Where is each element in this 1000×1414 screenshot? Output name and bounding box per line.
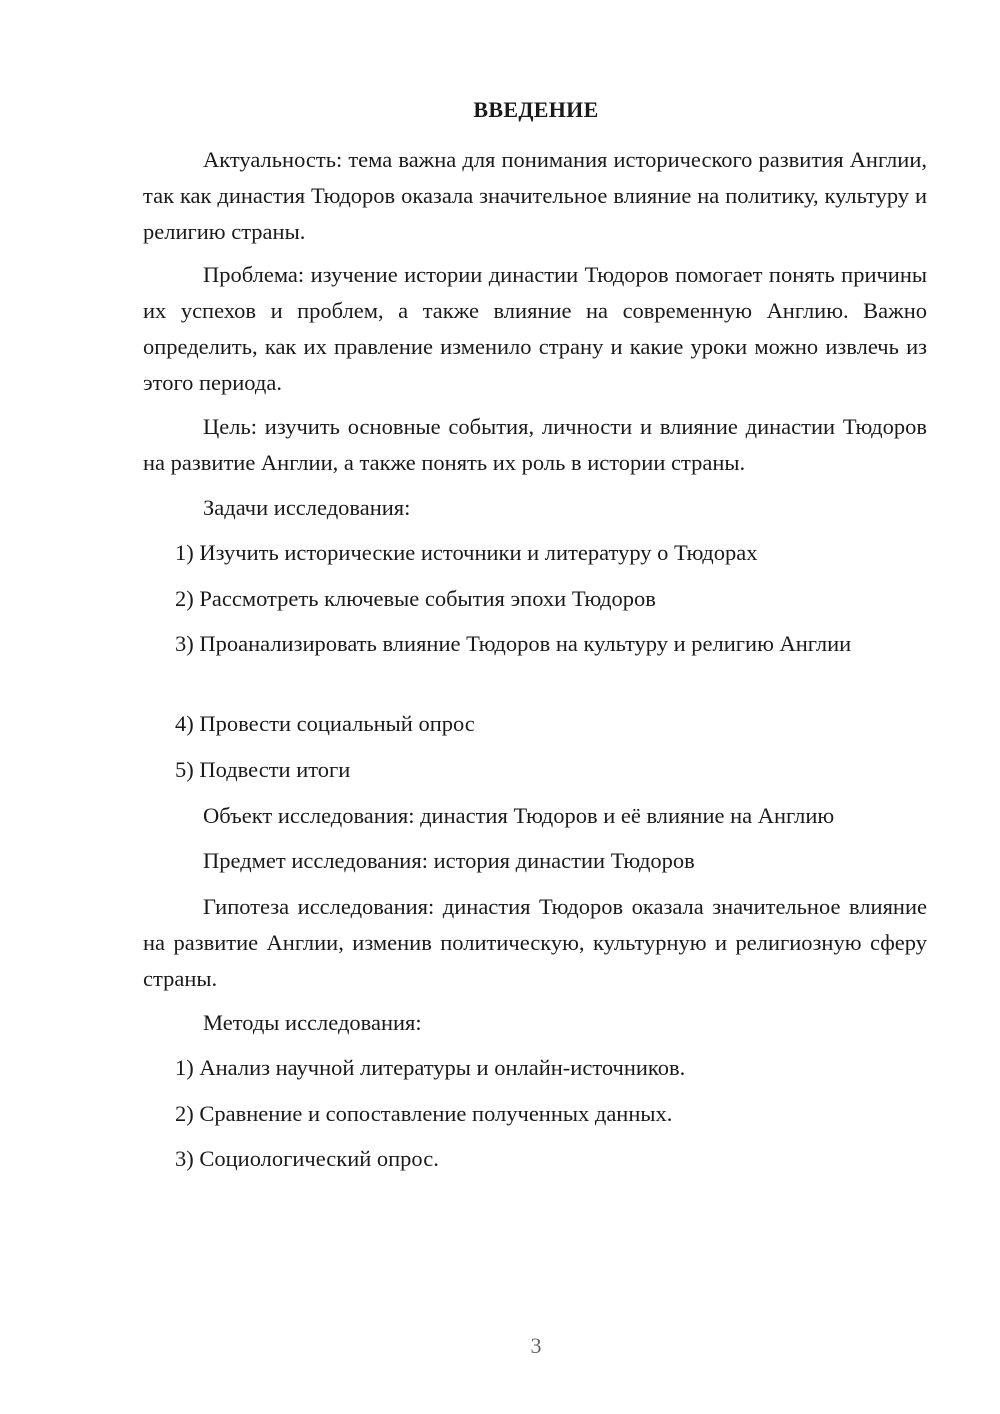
method-item: 1) Анализ научной литературы и онлайн-источников. — [175, 1055, 686, 1080]
task-item: 2) Рассмотреть ключевые события эпохи Тюдоров — [175, 586, 656, 611]
task-item: 3) Проанализировать влияние Тюдоров на культуру и религию Англии — [175, 631, 852, 656]
relevance-paragraph: Актуальность: тема важна для понимания исторического развития Англии, так как династия Тюдоров оказала значительное влияние на политику, культуру и религию страны. — [143, 147, 927, 244]
task-item: 5) Подвести итоги — [175, 757, 351, 782]
page-number: 3 — [530, 1333, 542, 1358]
tasks-heading: Задачи исследования: — [203, 495, 411, 520]
problem-paragraph: Проблема: изучение истории династии Тюдоров помогает понять причины их успехов и проблем, а также влияние на современную Англию. Важно определить, как их правление изменило страну и какие уроки можно извлечь из этого периода. — [143, 262, 927, 395]
method-item: 3) Социологический опрос. — [175, 1146, 439, 1171]
goal-paragraph: Цель: изучить основные события, личности и влияние династии Тюдоров на развитие Англии, а также понять их роль в истории страны. — [143, 414, 927, 475]
methods-heading: Методы исследования: — [203, 1010, 422, 1035]
research-object: Объект исследования: династия Тюдоров и её влияние на Англию — [203, 803, 835, 828]
task-item: 1) Изучить исторические источники и литературу о Тюдорах — [175, 540, 758, 565]
task-item: 4) Провести социальный опрос — [175, 711, 475, 736]
method-item: 2) Сравнение и сопоставление полученных данных. — [175, 1101, 673, 1126]
section-heading: ВВЕДЕНИЕ — [473, 97, 599, 122]
research-subject: Предмет исследования: история династии Тюдоров — [203, 848, 695, 873]
hypothesis-paragraph: Гипотеза исследования: династия Тюдоров оказала значительное влияние на развитие Англии, изменив политическую, культурную и религиозную сферу страны. — [143, 894, 927, 991]
